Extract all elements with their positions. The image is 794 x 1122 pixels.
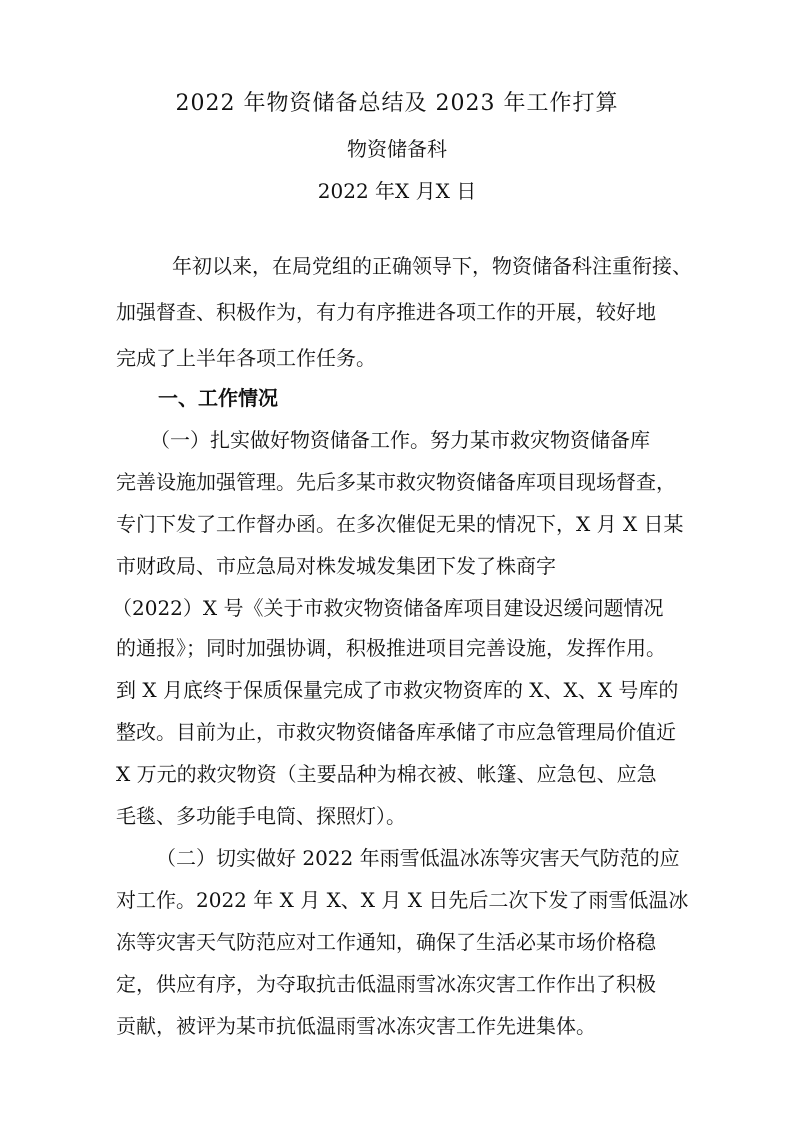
- para2-line: 定，供应有序，为夺取抗击低温雨雪冰冻灾害工作作出了积极: [116, 972, 656, 996]
- para1-line: 市财政局、市应急局对株发城发集团下发了株商字: [116, 554, 556, 578]
- para1-line: 到 X 月底终于保质保量完成了市救灾物资库的 X、X、X 号库的: [116, 678, 679, 702]
- para2-line: （二）切实做好 2022 年雨雪低温冰冻等灾害天气防范的应: [156, 846, 680, 870]
- department-name: 物资储备科: [347, 137, 447, 161]
- para2-line: 贡献，被评为某市抗低温雨雪冰冻灾害工作先进集体。: [116, 1014, 596, 1038]
- para1-line: 的通报》；同时加强协调，积极推进项目完善设施，发挥作用。: [116, 636, 666, 660]
- intro-line: 年初以来，在局党组的正确领导下，物资储备科注重衔接、: [172, 254, 692, 278]
- intro-line: 加强督查、积极作为，有力有序推进各项工作的开展，较好地: [116, 300, 656, 324]
- para1-line: （一）扎实做好物资储备工作。努力某市救灾物资储备库: [150, 428, 650, 452]
- document-date: 2022 年X 月X 日: [317, 179, 477, 203]
- para1-line: 毛毯、多功能手电筒、探照灯）。: [116, 804, 406, 828]
- para1-line: 整改。目前为止，市救灾物资储备库承储了市应急管理局价值近: [116, 720, 676, 744]
- para1-line: 完善设施加强管理。先后多某市救灾物资储备库项目现场督查，: [116, 470, 676, 494]
- section-heading: 一、工作情况: [158, 386, 278, 410]
- para1-line: （2022）X 号《关于市救灾物资储备库项目建设迟缓问题情况: [112, 596, 664, 620]
- para2-line: 对工作。2022 年 X 月 X、X 月 X 日先后二次下发了雨雪低温冰: [116, 888, 689, 912]
- para2-line: 冻等灾害天气防范应对工作通知，确保了生活必某市场价格稳: [116, 930, 656, 954]
- intro-line: 完成了上半年各项工作任务。: [116, 346, 376, 370]
- para1-line: 专门下发了工作督办函。在多次催促无果的情况下，X 月 X 日某: [116, 512, 684, 536]
- document-title: 2022 年物资储备总结及 2023 年工作打算: [175, 91, 619, 116]
- para1-line: X 万元的救灾物资（主要品种为棉衣被、帐篷、应急包、应急: [116, 762, 657, 786]
